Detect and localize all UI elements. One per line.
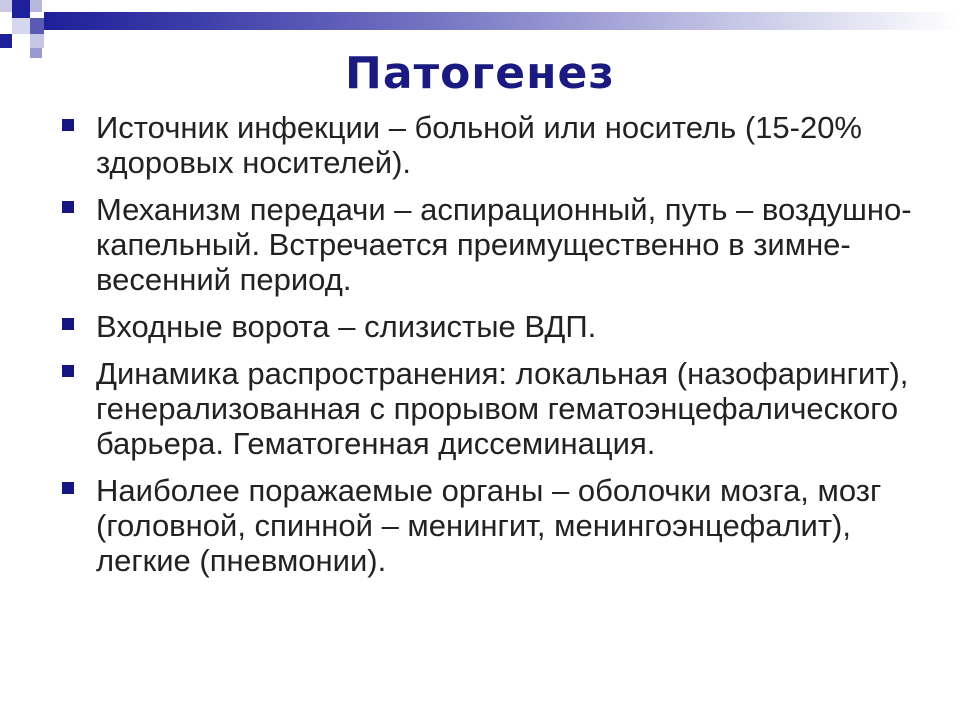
square-bullet-icon (62, 318, 74, 330)
header-gradient-bar (44, 12, 960, 30)
square-bullet-icon (62, 119, 74, 131)
bullet-item (62, 356, 922, 461)
bullet-item (62, 192, 922, 297)
bullet-text: Динамика распространения: локальная (назофарингит), генерализованная с прорывом гематоэнцефалического барьера. Гематогенная диссеминация. (96, 356, 909, 461)
bullet-item (62, 473, 922, 578)
square-bullet-icon (62, 201, 74, 213)
square-bullet-icon (62, 365, 74, 377)
slide-title: Патогенез (345, 48, 615, 99)
bullet-text: Наиболее поражаемые органы – оболочки мозга, мозг (головной, спинной – менингит, менингоэнцефалит), легкие (пневмонии). (96, 473, 882, 578)
square-bullet-icon (62, 482, 74, 494)
bullet-item (62, 309, 922, 344)
bullet-item (62, 110, 922, 180)
bullet-text: Источник инфекции – больной или носитель (15-20% здоровых носителей). (96, 110, 862, 180)
bullet-text: Входные ворота – слизистые ВДП. (96, 309, 597, 344)
bullet-list (62, 110, 922, 590)
bullet-text: Механизм передачи – аспирационный, путь – воздушно-капельный. Встречается преимущественно в зимне-весенний период. (96, 192, 912, 297)
